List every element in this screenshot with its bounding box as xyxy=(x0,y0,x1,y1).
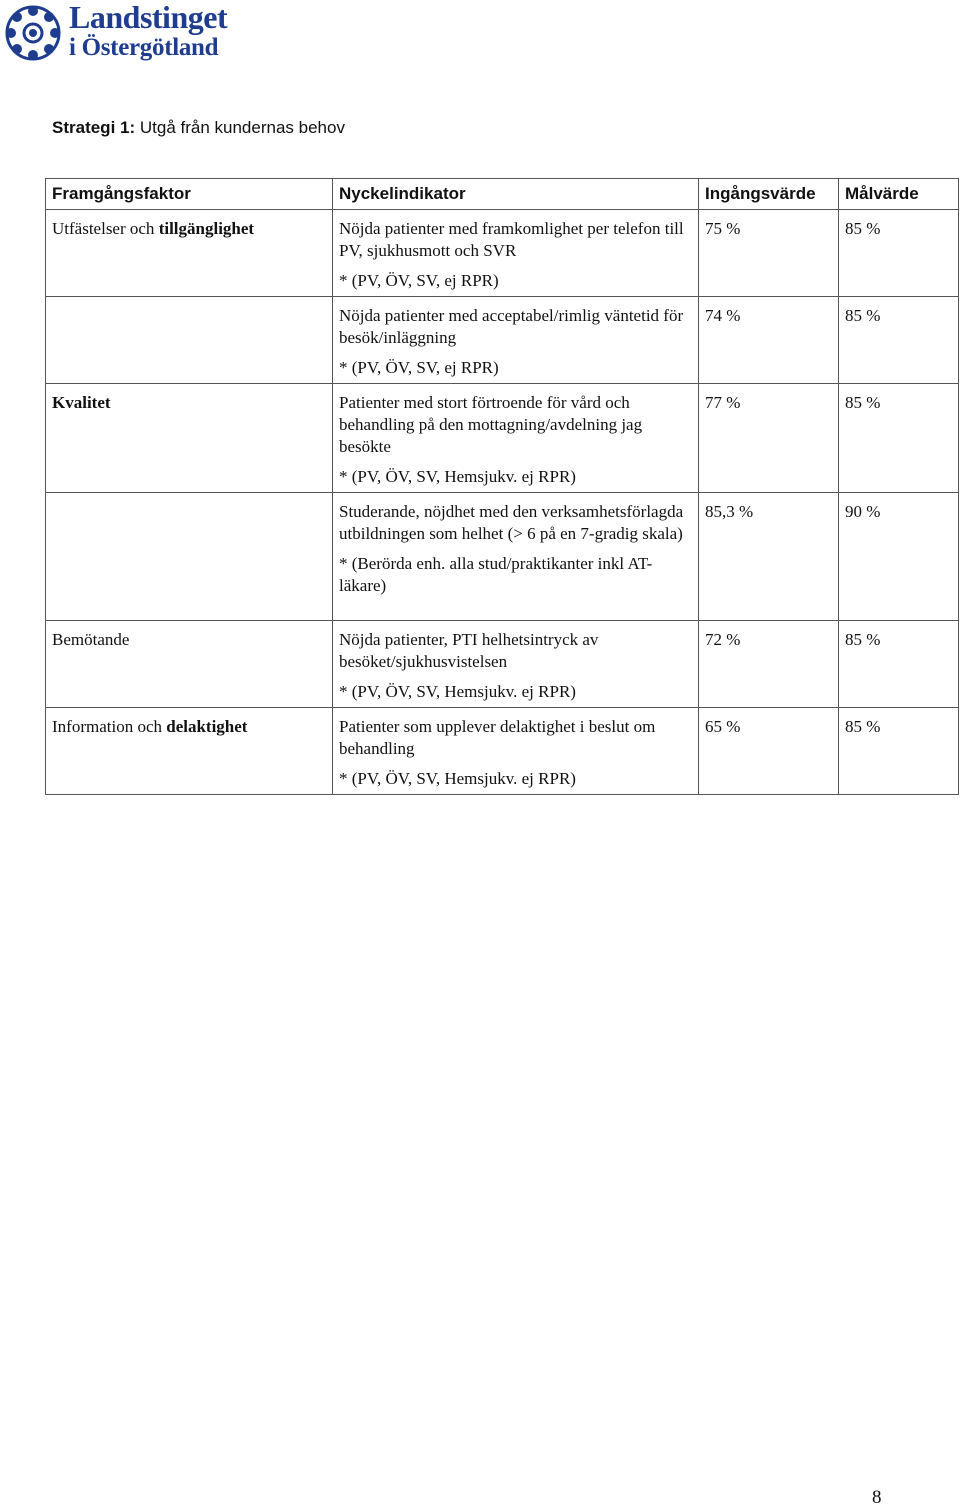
table-row xyxy=(46,210,959,297)
target-value-cell: 90 % xyxy=(839,493,959,621)
indicator-cell xyxy=(333,210,699,297)
header-start-value: Ingångsvärde xyxy=(699,179,839,210)
indicator-cell xyxy=(333,384,699,493)
indicator-note: * (PV, ÖV, SV, Hemsjukv. ej RPR) xyxy=(339,467,576,486)
indicator-cell xyxy=(333,621,699,708)
factor-cell: Bemötande xyxy=(46,621,333,708)
indicator-text: Nöjda patienter med framkomlighet per telefon till PV, sjukhusmott och SVR xyxy=(339,219,684,260)
kpi-table xyxy=(45,178,959,795)
indicator-text: Patienter med stort förtroende för vård och behandling på den mottagning/avdelning jag besökte xyxy=(339,393,643,456)
start-value-cell: 85,3 % xyxy=(699,493,839,621)
table-header-row xyxy=(46,179,959,210)
indicator-cell xyxy=(333,493,699,621)
indicator-text: Patienter som upplever delaktighet i beslut om behandling xyxy=(339,717,656,758)
strategy-label: Strategi 1: xyxy=(52,118,136,137)
header-factor: Framgångsfaktor xyxy=(46,179,333,210)
factor-cell: Information och delaktighet xyxy=(46,708,333,795)
logo-text-line2: i Östergötland xyxy=(69,34,219,61)
start-value-cell: 65 % xyxy=(699,708,839,795)
start-value-cell: 72 % xyxy=(699,621,839,708)
table-row xyxy=(46,384,959,493)
indicator-text: Nöjda patienter med acceptabel/rimlig väntetid för besök/inläggning xyxy=(339,306,684,347)
table-row xyxy=(46,708,959,795)
snowflake-emblem-icon xyxy=(3,3,63,63)
page-number: 8 xyxy=(872,1487,882,1508)
table-row xyxy=(46,493,959,621)
start-value-cell: 74 % xyxy=(699,297,839,384)
target-value-cell: 85 % xyxy=(839,384,959,493)
strategy-heading xyxy=(52,118,345,138)
indicator-note: * (PV, ÖV, SV, ej RPR) xyxy=(339,358,499,377)
target-value-cell: 85 % xyxy=(839,297,959,384)
factor-cell: Kvalitet xyxy=(46,384,333,493)
strategy-text: Utgå från kundernas behov xyxy=(135,118,345,137)
target-value-cell: 85 % xyxy=(839,210,959,297)
start-value-cell: 75 % xyxy=(699,210,839,297)
indicator-text: Nöjda patienter, PTI helhetsintryck av besöket/sjukhusvistelsen xyxy=(339,630,599,671)
indicator-cell xyxy=(333,297,699,384)
indicator-note: * (PV, ÖV, SV, ej RPR) xyxy=(339,271,499,290)
target-value-cell: 85 % xyxy=(839,708,959,795)
table-row xyxy=(46,621,959,708)
table-row xyxy=(46,297,959,384)
indicator-text: Studerande, nöjdhet med den verksamhetsförlagda utbildningen som helhet (> 6 på en 7-gradig skala) xyxy=(339,502,684,543)
start-value-cell: 77 % xyxy=(699,384,839,493)
factor-cell xyxy=(46,297,333,384)
indicator-cell xyxy=(333,708,699,795)
logo xyxy=(3,0,253,67)
indicator-note: * (Berörda enh. alla stud/praktikanter inkl AT-läkare) xyxy=(339,554,653,595)
factor-cell xyxy=(46,493,333,621)
target-value-cell: 85 % xyxy=(839,621,959,708)
logo-text-line1: Landstinget xyxy=(69,0,228,35)
factor-cell: Utfästelser och tillgänglighet xyxy=(46,210,333,297)
indicator-note: * (PV, ÖV, SV, Hemsjukv. ej RPR) xyxy=(339,682,576,701)
indicator-note: * (PV, ÖV, SV, Hemsjukv. ej RPR) xyxy=(339,769,576,788)
header-indicator: Nyckelindikator xyxy=(333,179,699,210)
header-target-value: Målvärde xyxy=(839,179,959,210)
